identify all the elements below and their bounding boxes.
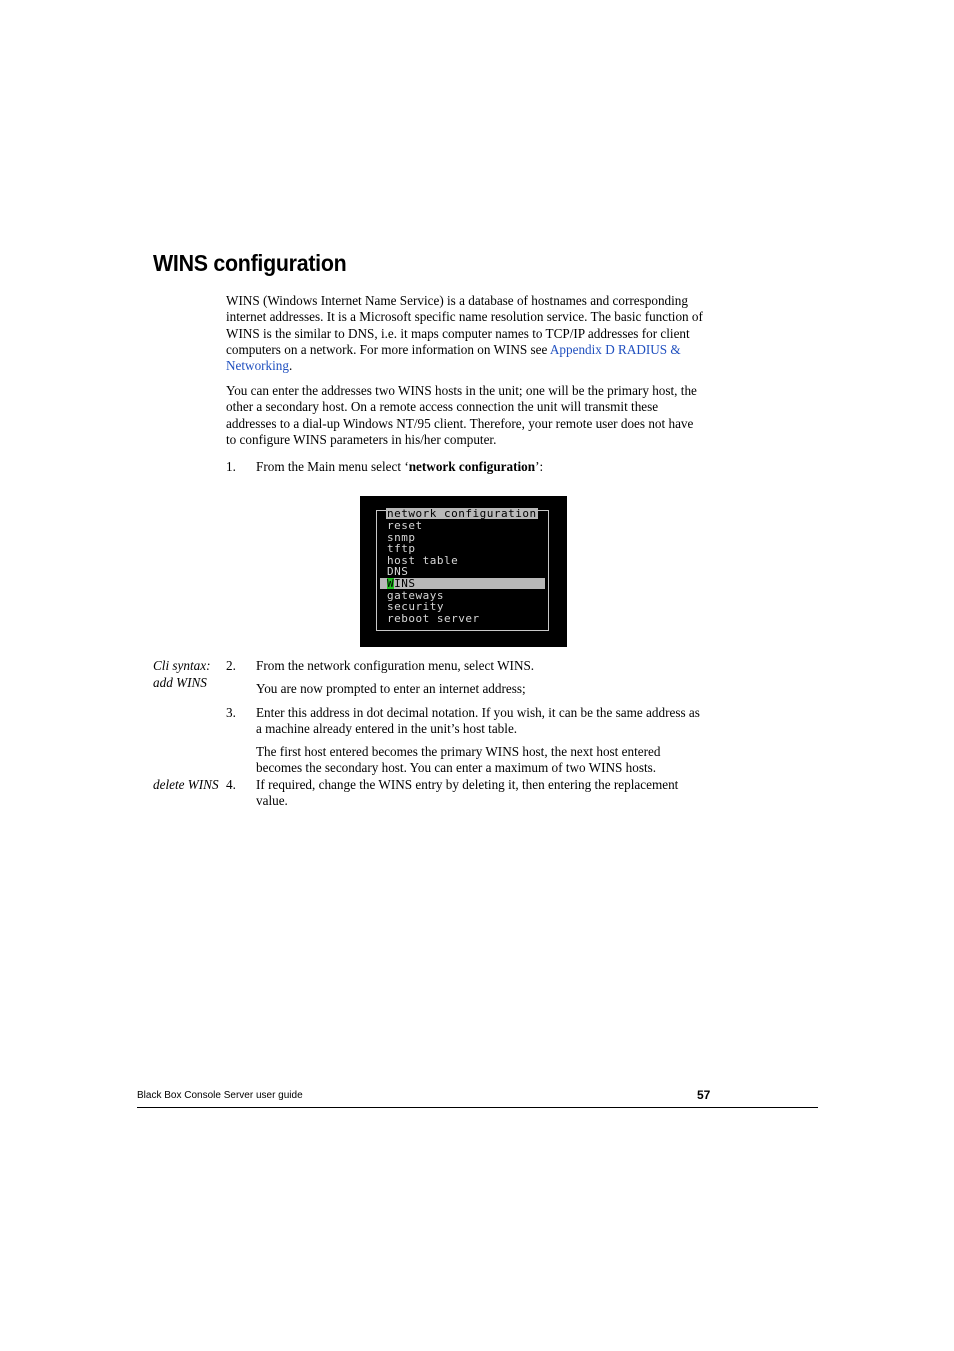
step-1-after: ’: bbox=[535, 459, 544, 474]
footer-divider bbox=[137, 1107, 818, 1108]
page-number: 57 bbox=[697, 1088, 711, 1102]
appendix-link[interactable]: Appendix D RADIUS & Networking bbox=[226, 341, 681, 374]
step-2-note: You are now prompted to enter an internet address; bbox=[256, 681, 526, 696]
step-1-bold: network configuration bbox=[408, 459, 536, 474]
terminal-menu-item: snmp bbox=[387, 530, 416, 544]
step-3-text: Enter this address in dot decimal notation. If you wish, it can be the same address as a machine already entered in the unit’s host table. bbox=[256, 705, 700, 737]
terminal-menu-header: network configuration bbox=[387, 508, 537, 519]
terminal-menu-item: security bbox=[387, 600, 444, 614]
terminal-menu-item: tftp bbox=[387, 542, 416, 556]
step-4-text: If required, change the WINS entry by deleting it, then entering the replacement value. bbox=[256, 777, 679, 809]
intro-text: WINS (Windows Internet Name Service) is a database of hostnames and corresponding internet addresses. It is a Microsoft specific name resolution service. The basic function of WINS is the similar to DNS, i.e. it maps computer names to TCP/IP addresses for client computers on a network. For more information on WINS see bbox=[226, 293, 703, 357]
terminal-menu-item-selected: WINS bbox=[387, 577, 416, 590]
paragraph-2: You can enter the addresses two WINS hosts in the unit; one will be the primary host, the other a secondary host. On a remote access connection the unit will transmit these addresses to a dial-up Windows NT/95 client. Therefore, your remote user does not have to configure WINS parameters in his/her computer. bbox=[226, 383, 697, 447]
step-3-number: 3. bbox=[226, 705, 236, 720]
terminal-menu-item: DNS bbox=[387, 565, 409, 579]
terminal-screenshot bbox=[360, 496, 567, 647]
step-3-note: The first host entered becomes the primary WINS host, the next host entered becomes the secondary host. You can enter a maximum of two WINS hosts. bbox=[256, 744, 661, 776]
terminal-menu-item: gateways bbox=[387, 588, 444, 602]
step-1-before: From the Main menu select ‘ bbox=[256, 459, 409, 474]
step-1-number: 1. bbox=[226, 459, 236, 474]
cli-syntax-command: add WINS bbox=[153, 675, 207, 690]
page-title: WINS configuration bbox=[153, 250, 347, 276]
intro-text-end: . bbox=[289, 358, 293, 374]
footer-title: Black Box Console Server user guide bbox=[137, 1090, 303, 1101]
terminal-menu-item: reset bbox=[387, 519, 423, 532]
delete-wins-label: delete WINS bbox=[153, 777, 219, 792]
intro-paragraph bbox=[226, 293, 706, 374]
step-2-text: From the network configuration menu, select WINS. bbox=[256, 658, 535, 673]
step-2-number: 2. bbox=[226, 658, 236, 673]
step-4-number: 4. bbox=[226, 777, 236, 792]
cli-syntax-label: Cli syntax: bbox=[153, 658, 211, 673]
terminal-menu-item: host table bbox=[387, 553, 459, 567]
terminal-menu-item: reboot server bbox=[387, 611, 480, 625]
step-1-text bbox=[256, 459, 708, 475]
